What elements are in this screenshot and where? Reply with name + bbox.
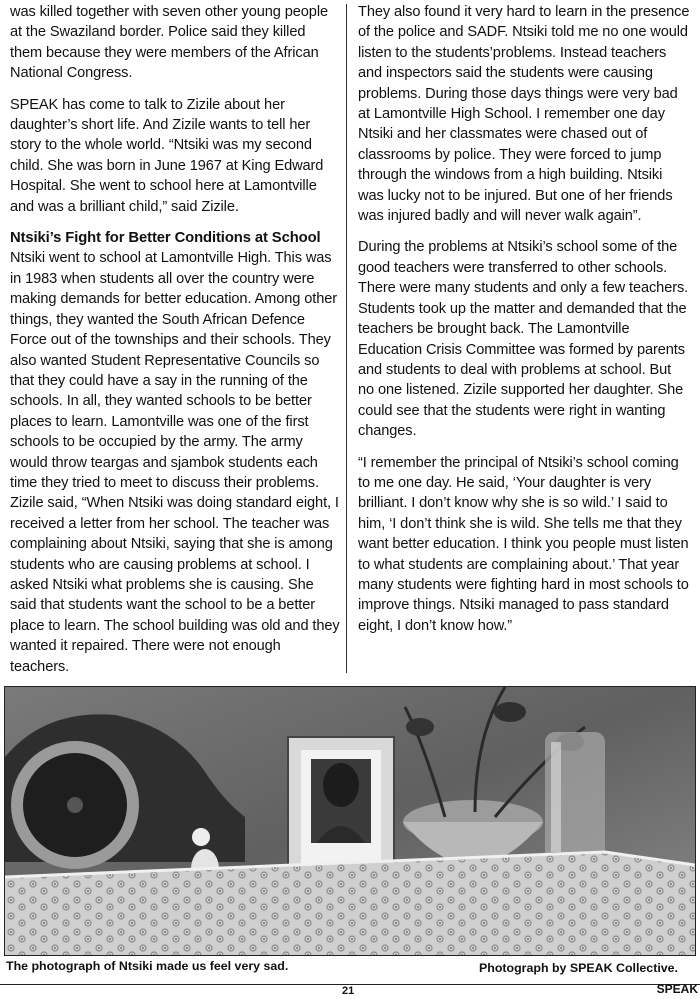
left-column [10,2,340,677]
page-number: 21 [342,985,355,997]
framed-portrait [288,737,394,879]
section-heading: Ntsiki’s Fight for Better Conditions at School [10,230,321,247]
left-paragraph-1: was killed together with seven other young people at the Swaziland border. Police said they killed them because they were members of the African National Congress. [10,4,328,82]
right-paragraph-3: “I remember the principal of Ntsiki’s school coming to me one day. He said, ‘Your daughter is very brilliant. I don’t know why she is so wild.’ I said to him, ‘I don’t think she is wild. She tells me that they want better education. I think you people must listen to what students are complaining about.’ That year many students were fighting hard in most schools to improve things. Ntsiki managed to pass standard eight, I don’t know how.” [358,454,689,634]
left-paragraph-3: Ntsiki went to school at Lamontville High. This was in 1983 when students all over the country were making demands for better education. Among other things, they wanted the South African Defence Force out of the townships and their schools. They also wanted Student Representative Councils so that they could have a say in the running of the schools. In all, they wanted schools to be better places to learn. Lamontville was one of the first schools to be occupied by the army. The army would throw teargas and sjambok students each time they tried to meet to discuss their problems. Zizile said, “When Ntsiki was doing standard eight, I received a letter from her school. The teacher was complaining about Ntsiki, saying that she is among students who are causing problems at school. I asked Ntsiki what problems she is causing. She said that students want the school to be a better place to learn. The school building was old and they wanted it repaired. There were not enough teachers. [10,250,340,675]
left-paragraph-2: SPEAK has come to talk to Zizile about her daughter’s short life. And Zizile wants to tell her story to the whole world. “Ntsiki was my second child. She was born in June 1967 at King Edward Hospital. She went to school here at Lamontville and was a brilliant child,” said Zizile. [10,96,324,215]
right-paragraph-1: They also found it very hard to learn in the presence of the police and SADF. Ntsiki told me no one would listen to the students’problems. Instead teachers and inspectors said the students were causing problems. During those days things were very bad at Lamontville High School. I remember one day Ntsiki and her classmates were chased out of classrooms by police. They were forced to jump through the windows from a high building. Ntsiki was lucky not to be injured. But one of her friends was injured badly and will never walk again”. [358,4,690,225]
magazine-name: SPEAK [656,982,698,996]
right-column [358,2,691,636]
photograph [4,686,696,956]
column-divider [346,4,347,673]
photo-credit: Photograph by SPEAK Collective. [479,961,678,975]
photo-caption: The photograph of Ntsiki made us feel very sad. [6,959,289,973]
right-paragraph-2: During the problems at Ntsiki’s school some of the good teachers were transferred to other schools. There were many students and only a few teachers. Students took up the matter and demanded that the teachers be brought back. The Lamontville Education Crisis Committee was formed by parents and students to deal with problems at school. But no one listened. Zizile supported her daughter. She could see that the students were right in wanting changes. [358,239,689,440]
glass-jar [545,732,605,862]
